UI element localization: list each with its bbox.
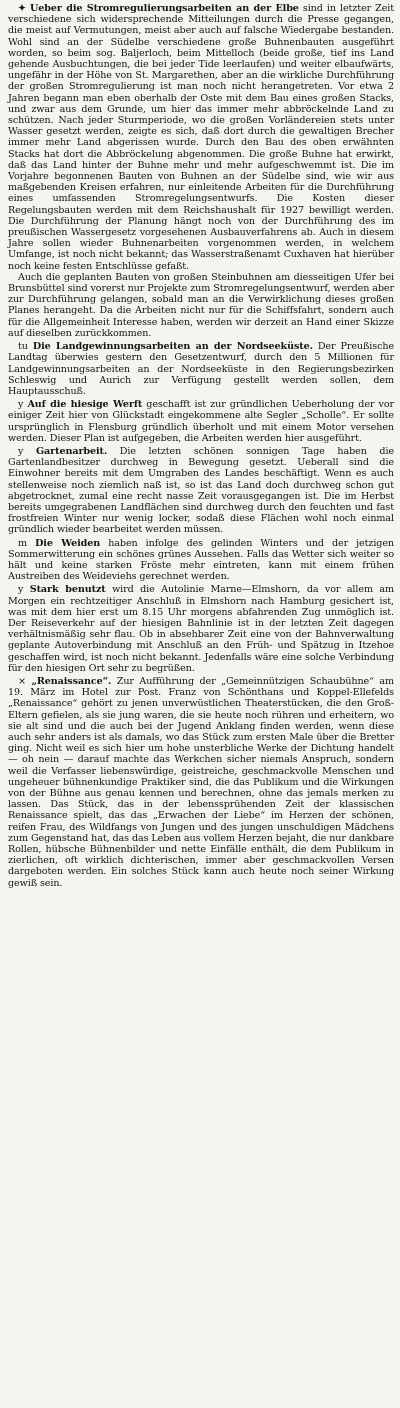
article-landgewinnung xyxy=(8,341,394,397)
article-text: geschafft ist zur gründlichen Ueberholung der vor einiger Zeit hier von Glückstadt eingekommene alte Segler „Scholle“. Er sollte ursprünglich in Flensburg gründlich überholt und mit einem Motor versehen werden. Dieser Plan ist aufgegeben, die Arbeiten werden hier ausgeführt. xyxy=(8,399,395,444)
article-weiden xyxy=(8,538,394,583)
article-marker: y xyxy=(18,399,24,411)
article-heading: Stark benutzt xyxy=(29,584,106,596)
article-marker: y xyxy=(18,445,24,457)
article-werft xyxy=(8,399,394,444)
article-steinbuhnen xyxy=(8,272,394,339)
article-autolinie xyxy=(8,584,394,674)
article-gartenarbeit xyxy=(8,446,394,536)
article-marker: m xyxy=(18,537,27,549)
article-text: haben infolge des gelinden Winters und der jetzigen Sommerwitterung ein schönes grünes Aussehen. Falls das Wetter sich weiter so hält und keine starken Fröste mehr eintreten, kann mit einem frühen Austreiben des Weideviehs gerechnet werden. xyxy=(8,537,395,583)
article-renaissance xyxy=(8,676,394,889)
article-heading: Auf die hiesige Werft xyxy=(27,399,143,411)
article-marker: tu xyxy=(18,341,28,353)
article-heading: Die Weiden xyxy=(35,537,101,549)
article-text: Der Preußische Landtag überwies gestern den Gesetzentwurf, durch den 5 Millionen für Landgewinnungsarbeiten an der Nordseeküste in den Regierungsbezirken Schleswig und Aurich zur Verfügung gestellt werden sollen, dem Hauptausschuß. xyxy=(8,341,395,397)
article-heading: Gartenarbeit. xyxy=(35,445,108,457)
article-text: wird die Autolinie Marne—Elmshorn, da vor allem am Morgen ein rechtzeitiger Anschluß in Elmshorn nach Hamburg gesichert ist, was mit dem hier erst um 8.15 Uhr morgens abfahrenden Zug unmöglich ist. Der Reiseverkehr auf der hiesigen Bahnlinie ist in der letzten Zeit dagegen verhältnismäßig sehr flau. Ob in absehbarer Zeit eine von der Bahnverwaltung geplante Autoverbindung mit Anschluß an den Früh- und Spätzug in Itzehoe geschaffen wird, ist noch nicht bekannt. Jedenfalls wäre eine solche Verbindung für den hiesigen Ort sehr zu begrüßen. xyxy=(8,584,394,674)
article-heading: „Renaissance“. xyxy=(31,675,112,687)
article-marker: y xyxy=(18,584,24,596)
article-text: sind in letzter Zeit verschiedene sich widersprechende Mitteilungen durch die Presse gegangen, die meist auf Vermutungen, meist aber auch auf falsche Wiedergabe bestanden. Wohl sind an der Südelbe verschiedene große Buhnenbauten ausgeführt worden, so beim sog. Baljerloch, beim Mittelloch (beide große, tief ins Land gehende Ausbuchtungen, die bei jeder Tide leerlaufen) und weiter elbaufwärts, ungefähr in der Höhe von St. Margarethen, aber an die wirkliche Durchführung der großen Stromregulierung ist man noch nicht herangetreten. Vor etwa 2 Jahren begann man eben oberhalb der Oste mit dem Bau eines großen Stacks, und zwar aus dem Grunde, um hier das immer mehr abbröckelnde Land zu schützen. Nach jeder Sturmperiode, wo die großen Vorländereien stets unter Wasser gesetzt werden, zeigte es sich, daß dort durch die gewaltigen Brecher immer mehr Land abgerissen wurde. Durch den Bau des oben erwähnten Stacks hat dort die Abbröckelung abgenommen. Die große Buhne hat erwirkt, daß das Land hinter der Buhne mehr und mehr aufgeschwemmt ist. Die im Vorjahre begonnenen Bauten von Buhnen an der Südelbe sind, wie wir aus maßgebenden Kreisen erfahren, nur einleitende Arbeiten für die Durchführung eines umfassenden Stromregelungsentwurfs. Die Kosten dieser Regelungsbauten werden mit dem Reichshaushalt für 1927 bewilligt werden. Die Durchführung der Planung hängt noch von der Durchführung des im preußischen Wassergesetz vorgesehenen Ausbauverfahrens ab. Auch in diesem Jahre sollen wieder Buhnenarbeiten vorgenommen werden, in welchem Umfange, ist noch nicht bekannt; das Wasserstraßenamt Cuxhaven hat hierüber noch keine festen Entschlüsse gefaßt. xyxy=(8,3,394,272)
article-heading: Die Landgewinnungsarbeiten an der Nordseeküste. xyxy=(32,341,313,353)
arrow-marker-icon: ✦ xyxy=(18,3,26,14)
article-text: Die letzten schönen sonnigen Tage haben die Gartenlandbesitzer durchweg in Bewegung gesetzt. Ueberall sind die Einwohner bereits mit dem Umgraben des Landes beschäftigt. Wenn es auch stellenweise noch ziemlich naß ist, so ist das Land doch durchweg schon gut abgetrocknet, zumal eine recht nasse Zeit vorausgegangen ist. Die im Herbst bereits umgegrabenen Landflächen sind durchweg durch den feuchten und fast frostfreien Winter nur wenig locker, sodaß diese Flächen wohl noch einmal gründlich wieder bearbeitet werden müssen. xyxy=(8,445,394,536)
article-marker: × xyxy=(18,675,26,687)
article-text: Zur Aufführung der „Gemeinnützigen Schaubühne“ am 19. März im Hotel zur Post. Franz von Schönthans und Koppel-Ellefelds „Renaissance“ gehört zu jenen unverwüstlichen Theaterstücken, die den Groß-Eltern gefielen, als sie jung waren, die sie heute noch rühren und erheitern, wo sie alt sind und die auch bei der Jugend Anklang finden werden, wenn diese auch sehr anders ist als damals, wo das Stück zum ersten Male über die Bretter ging. Nicht weil es sich hier um hohe unsterbliche Werke der Dichtung handelt — oh nein — darauf machte das Werkchen sicher niemals Anspruch, sondern weil die Verfasser liebenswürdige, geistreiche, geschmackvolle Menschen und ungeheuer bühnenkundige Praktiker sind, die das Publikum und die Wirkungen von der Bühne aus genau kennen und berechnen, ohne das jemals merken zu lassen. Das Stück, das in der lebenssprühenden Zeit der klassischen Renaissance spielt, das das „Erwachen der Liebe“ im Herzen der schönen, reifen Frau, des Wildfangs von Jungen und des jungen unschuldigen Mädchens zum Gegenstand hat, das das Leben aus vollem Herzen bejaht, die nur dankbare Rollen, hübsche Bühnenbilder und nette Einfälle enthält, die dem Publikum in zierlichen, oft wirklich dichterischen, immer aber geschmackvollen Versen dargeboten werden. Ein solches Stück kann auch heute noch seiner Wirkung gewiß sein. xyxy=(8,675,394,889)
article-text: Auch die geplanten Bauten von großen Steinbuhnen am diesseitigen Ufer bei Brunsbüttel sind vorerst nur Projekte zum Stromregelungsentwurf, werden aber zur Durchführung gelangen, sobald man an die Verwirklichung dieses großen Planes herangeht. Da die Arbeiten nicht nur für die Schiffsfahrt, sondern auch für die Allgemeinheit Interesse haben, werden wir derzeit an Hand einer Skizze auf dieselben zurückkommen. xyxy=(8,271,394,339)
article-elbe-regulation xyxy=(8,3,394,272)
article-heading: Ueber die Stromregulierungsarbeiten an der Elbe xyxy=(30,3,299,14)
